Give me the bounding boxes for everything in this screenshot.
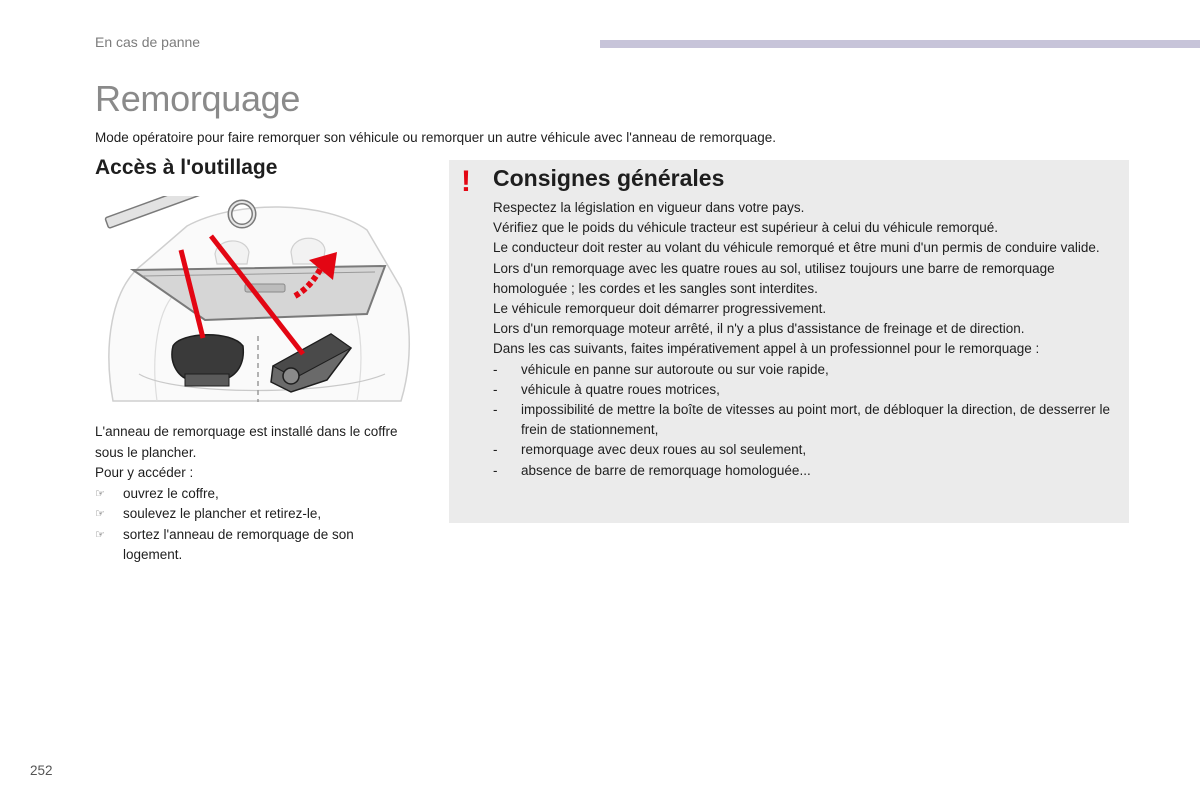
case-item	[493, 380, 1123, 400]
step-text: soulevez le plancher et retirez-le,	[123, 506, 322, 521]
page-title: Remorquage	[95, 78, 301, 119]
instruction-line: Lors d'un remorquage avec les quatre roues au sol, utilisez toujours une barre de remorquage homologuée ; les cordes et les sangles sont interdites.	[493, 260, 1055, 296]
case-item	[493, 400, 1123, 440]
general-instructions-panel	[449, 160, 1129, 523]
section-label: En cas de panne	[95, 34, 201, 50]
step-item	[95, 484, 415, 505]
tool-access-paragraph: L'anneau de remorquage est installé dans le coffre sous le plancher.	[95, 424, 398, 460]
tool-access-paragraph: Pour y accéder :	[95, 465, 194, 480]
case-text: véhicule en panne sur autoroute ou sur voie rapide,	[521, 361, 829, 377]
tool-access-steps	[95, 484, 415, 566]
dash-bullet: -	[493, 402, 498, 418]
general-instructions-body	[493, 198, 1123, 481]
dash-bullet: -	[493, 381, 498, 397]
pointing-hand-icon: ☞	[95, 508, 105, 520]
tool-access-heading: Accès à l'outillage	[95, 156, 278, 179]
dash-bullet: -	[493, 462, 498, 478]
instruction-line: Lors d'un remorquage moteur arrêté, il n'y a plus d'assistance de freinage et de direction.	[493, 321, 1025, 337]
instruction-line: Le véhicule remorqueur doit démarrer progressivement.	[493, 301, 827, 317]
professional-cases-list	[493, 360, 1123, 481]
trunk-illustration	[95, 196, 415, 408]
tool-access-text	[95, 422, 415, 566]
dash-bullet: -	[493, 361, 498, 377]
warning-icon: !	[461, 165, 471, 198]
step-item	[95, 504, 415, 525]
case-text: remorquage avec deux roues au sol seulement,	[521, 442, 807, 458]
case-item	[493, 440, 1123, 460]
intro-text: Mode opératoire pour faire remorquer son véhicule ou remorquer un autre véhicule avec l'anneau de remorquage.	[95, 130, 776, 145]
case-text: véhicule à quatre roues motrices,	[521, 381, 720, 397]
case-text: impossibilité de mettre la boîte de vitesses au point mort, de débloquer la direction, de desserrer le frein de stationnement,	[521, 402, 1111, 438]
step-text: ouvrez le coffre,	[123, 485, 219, 501]
dash-bullet: -	[493, 442, 498, 458]
instruction-line: Dans les cas suivants, faites impérativement appel à un professionnel pour le remorquage :	[493, 341, 1040, 357]
instruction-line: Le conducteur doit rester au volant du véhicule remorqué et être muni d'un permis de conduire valide.	[493, 240, 1100, 256]
general-instructions-heading: Consignes générales	[493, 165, 725, 191]
pointing-hand-icon: ☞	[95, 487, 105, 500]
instruction-line: Vérifiez que le poids du véhicule tracteur est supérieur à celui du véhicule remorqué.	[493, 220, 999, 236]
case-text: absence de barre de remorquage homologuée...	[521, 462, 811, 478]
page-number: 252	[30, 763, 53, 778]
instruction-line: Respectez la législation en vigueur dans votre pays.	[493, 200, 805, 215]
step-text: sortez l'anneau de remorquage de son logement.	[123, 526, 354, 562]
pointing-hand-icon: ☞	[95, 528, 105, 541]
case-item	[493, 461, 1123, 481]
case-item	[493, 360, 1123, 380]
header-accent-bar	[600, 40, 1200, 48]
step-item	[95, 525, 415, 566]
